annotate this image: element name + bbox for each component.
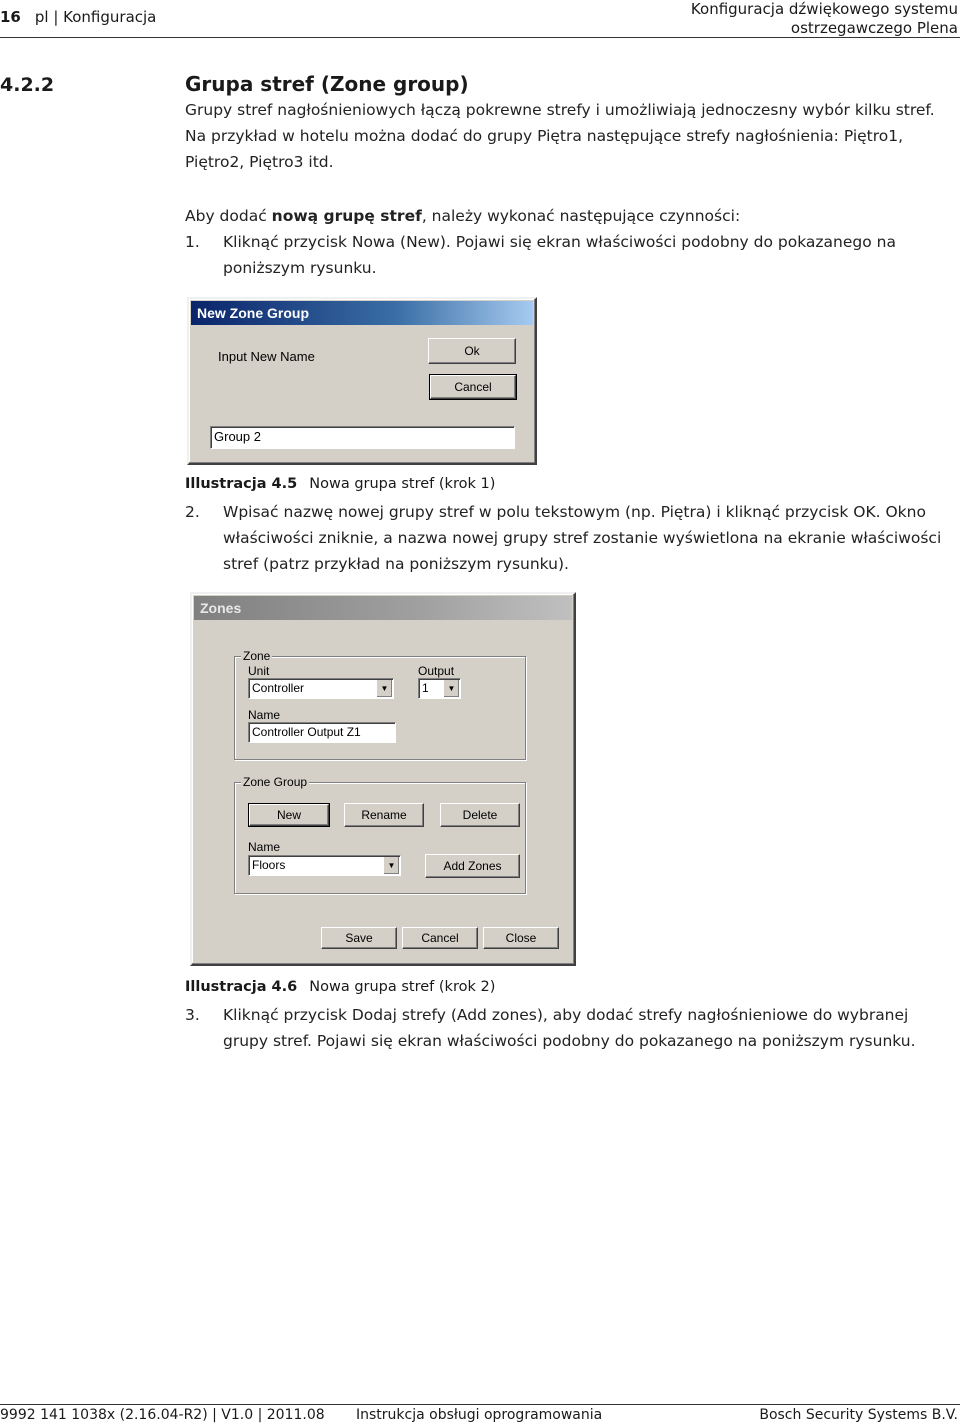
output-label: Output xyxy=(418,664,455,678)
ok-button[interactable]: Ok xyxy=(428,338,516,364)
figure1-caption xyxy=(185,476,495,492)
chevron-down-icon[interactable]: ▼ xyxy=(443,680,459,697)
zones-dialog xyxy=(190,592,576,966)
section-number: 4.2.2 xyxy=(0,74,55,96)
dialog-titlebar: Zones xyxy=(194,596,572,620)
new-name-input[interactable]: Group 2 xyxy=(210,426,515,449)
header-section: pl | Konfiguracja xyxy=(34,8,157,26)
doc-title-line1: Konfiguracja dźwiękowego systemu xyxy=(690,0,958,18)
chevron-down-icon[interactable]: ▼ xyxy=(383,857,399,874)
zone-name-label: Name xyxy=(248,708,281,722)
cancel-button[interactable]: Cancel xyxy=(402,927,478,949)
footer-manual: Instrukcja obsługi oprogramowania xyxy=(356,1407,603,1423)
howto-bold: nową grupę stref xyxy=(271,207,422,225)
save-button[interactable]: Save xyxy=(321,927,397,949)
figure2-caption xyxy=(185,979,495,995)
step-3 xyxy=(185,1002,955,1054)
page-header-left xyxy=(0,8,156,26)
cancel-button[interactable]: Cancel xyxy=(430,375,516,399)
howto-suffix: , należy wykonać następujące czynności: xyxy=(421,207,741,225)
add-zones-button[interactable]: Add Zones xyxy=(425,854,520,878)
page-header-right xyxy=(691,0,958,38)
step-text: Kliknąć przycisk Dodaj strefy (Add zones), aby dodać strefy nagłośnieniowe do wybranej grupy stref. Pojawi się ekran właściwości podobny do pokazanego na poniższym rysunku. xyxy=(223,1006,916,1050)
page-number: 16 xyxy=(0,8,21,26)
output-select[interactable] xyxy=(418,678,461,699)
group-name-label: Name xyxy=(248,840,281,854)
howto-paragraph xyxy=(185,203,950,229)
caption-label: Illustracja 4.6 xyxy=(185,979,298,995)
unit-select[interactable] xyxy=(248,678,394,699)
unit-label: Unit xyxy=(248,664,270,678)
section-title: Grupa stref (Zone group) xyxy=(185,72,469,96)
new-button[interactable]: New xyxy=(249,804,329,826)
delete-button[interactable]: Delete xyxy=(440,803,520,827)
footer-doc-id: 9992 141 1038x (2.16.04-R2) | V1.0 | 2011.08 xyxy=(0,1407,325,1423)
intro-paragraph: Grupy stref nagłośnieniowych łączą pokrewne strefy i umożliwiają jednoczesny wybór kilku stref. Na przykład w hotelu można dodać do grupy Piętra następujące strefy nagłośnienia: Piętro1, Piętro2, Piętro3 itd. xyxy=(185,101,935,171)
rename-button[interactable]: Rename xyxy=(344,803,424,827)
zone-group-legend: Zone Group xyxy=(243,775,308,789)
step-text: Wpisać nazwę nowej grupy stref w polu tekstowym (np. Piętra) i kliknąć przycisk OK. Okno właściwości zniknie, a nazwa nowej grupy stref zostanie wyświetlona na ekranie właściwości stref (patrz przykład na poniższym rysunku). xyxy=(223,503,942,573)
footer-company: Bosch Security Systems B.V. xyxy=(759,1407,958,1423)
input-name-prompt: Input New Name xyxy=(218,349,315,364)
close-button[interactable]: Close xyxy=(483,927,559,949)
unit-value: Controller xyxy=(252,681,305,695)
zone-legend: Zone xyxy=(243,649,271,663)
step-2 xyxy=(185,499,955,577)
new-zone-group-dialog xyxy=(187,297,537,465)
footer-divider xyxy=(0,1404,960,1405)
step-1 xyxy=(185,229,955,281)
step-number: 1. xyxy=(185,233,200,251)
chevron-down-icon[interactable]: ▼ xyxy=(376,680,392,697)
step-number: 3. xyxy=(185,1006,200,1024)
caption-text: Nowa grupa stref (krok 2) xyxy=(309,979,496,995)
group-name-value: Floors xyxy=(252,858,286,872)
caption-text: Nowa grupa stref (krok 1) xyxy=(309,476,496,492)
howto-prefix: Aby dodać xyxy=(185,207,272,225)
doc-title-line2: ostrzegawczego Plena xyxy=(790,19,958,37)
step-number: 2. xyxy=(185,503,200,521)
dialog-titlebar: New Zone Group xyxy=(191,301,533,325)
header-divider xyxy=(0,37,960,38)
step-text: Kliknąć przycisk Nowa (New). Pojawi się ekran właściwości podobny do pokazanego na poniższym rysunku. xyxy=(223,233,896,277)
group-name-select[interactable] xyxy=(248,855,401,876)
zone-name-input[interactable]: Controller Output Z1 xyxy=(248,722,396,743)
output-value: 1 xyxy=(422,681,429,695)
caption-label: Illustracja 4.5 xyxy=(185,476,298,492)
